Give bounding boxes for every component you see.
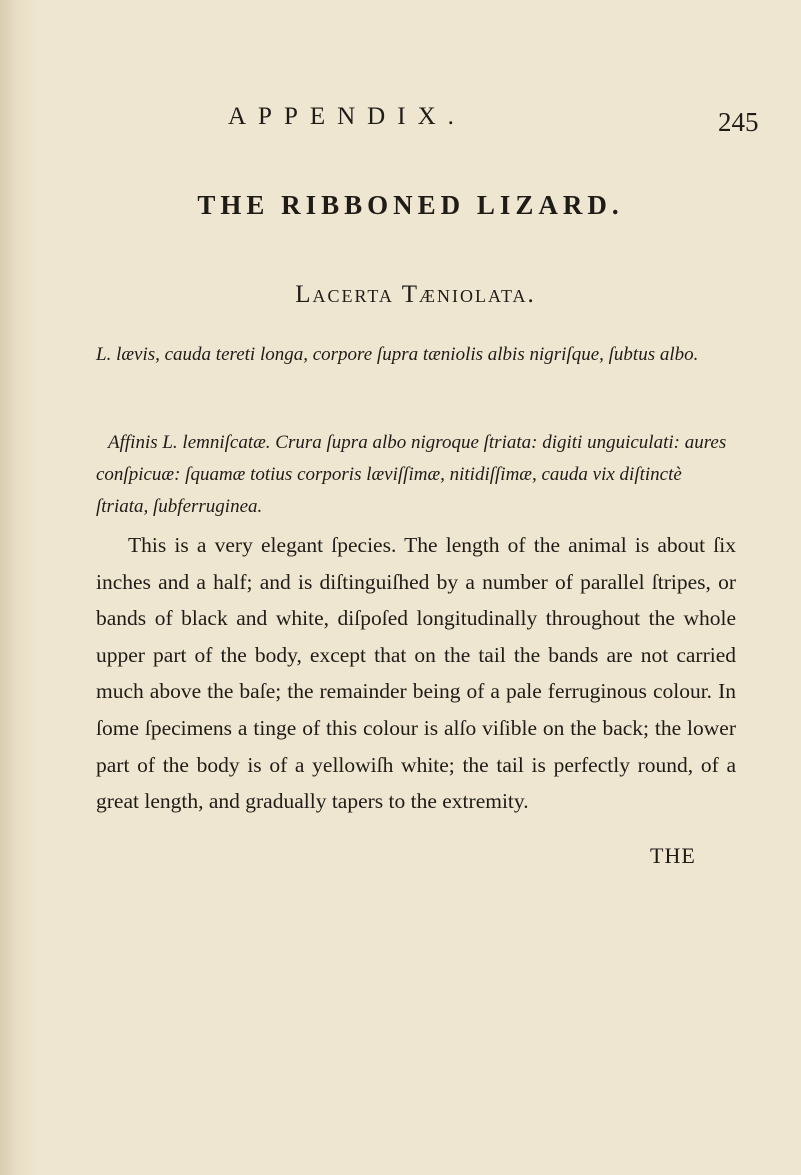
page-number: 245 <box>718 107 759 137</box>
latin-affinis: Affinis L. lemniſcatæ. Crura ſupra albo nigroque ſtriata: digiti unguiculati: aures conſpicuæ: ſquamæ totius corporis læviſſimæ, nitidiſſimæ, cauda vix diſtinctè ſtriata, ſubferruginea. <box>96 432 727 517</box>
running-title: APPENDIX. <box>228 103 466 130</box>
latin-diagnosis: L. lævis, cauda tereti longa, corpore ſupra tæniolis albis nigriſque, ſubtus albo. <box>96 344 699 365</box>
species-title: THE RIBBONED LIZARD. <box>197 190 624 220</box>
running-head <box>0 103 801 143</box>
latin-name: Lacerta Tæniolata. <box>295 281 536 308</box>
description-paragraph: This is a very elegant ſpecies. The length of the animal is about ſix inches and a half; and is diſtinguiſhed by a number of parallel ſtripes, or bands of black and white, diſpoſed longitudinally throughout the whole upper part of the body, except that on the tail the bands are not carried much above the baſe; the remainder being of a pale ferruginous colour. In ſome ſpecimens a tinge of this colour is alſo viſible on the back; the lower part of the body is of a yellowiſh white; the tail is perfectly round, of a great length, and gradually tapers to the extremity. <box>96 533 736 814</box>
catchword: THE <box>650 843 696 868</box>
